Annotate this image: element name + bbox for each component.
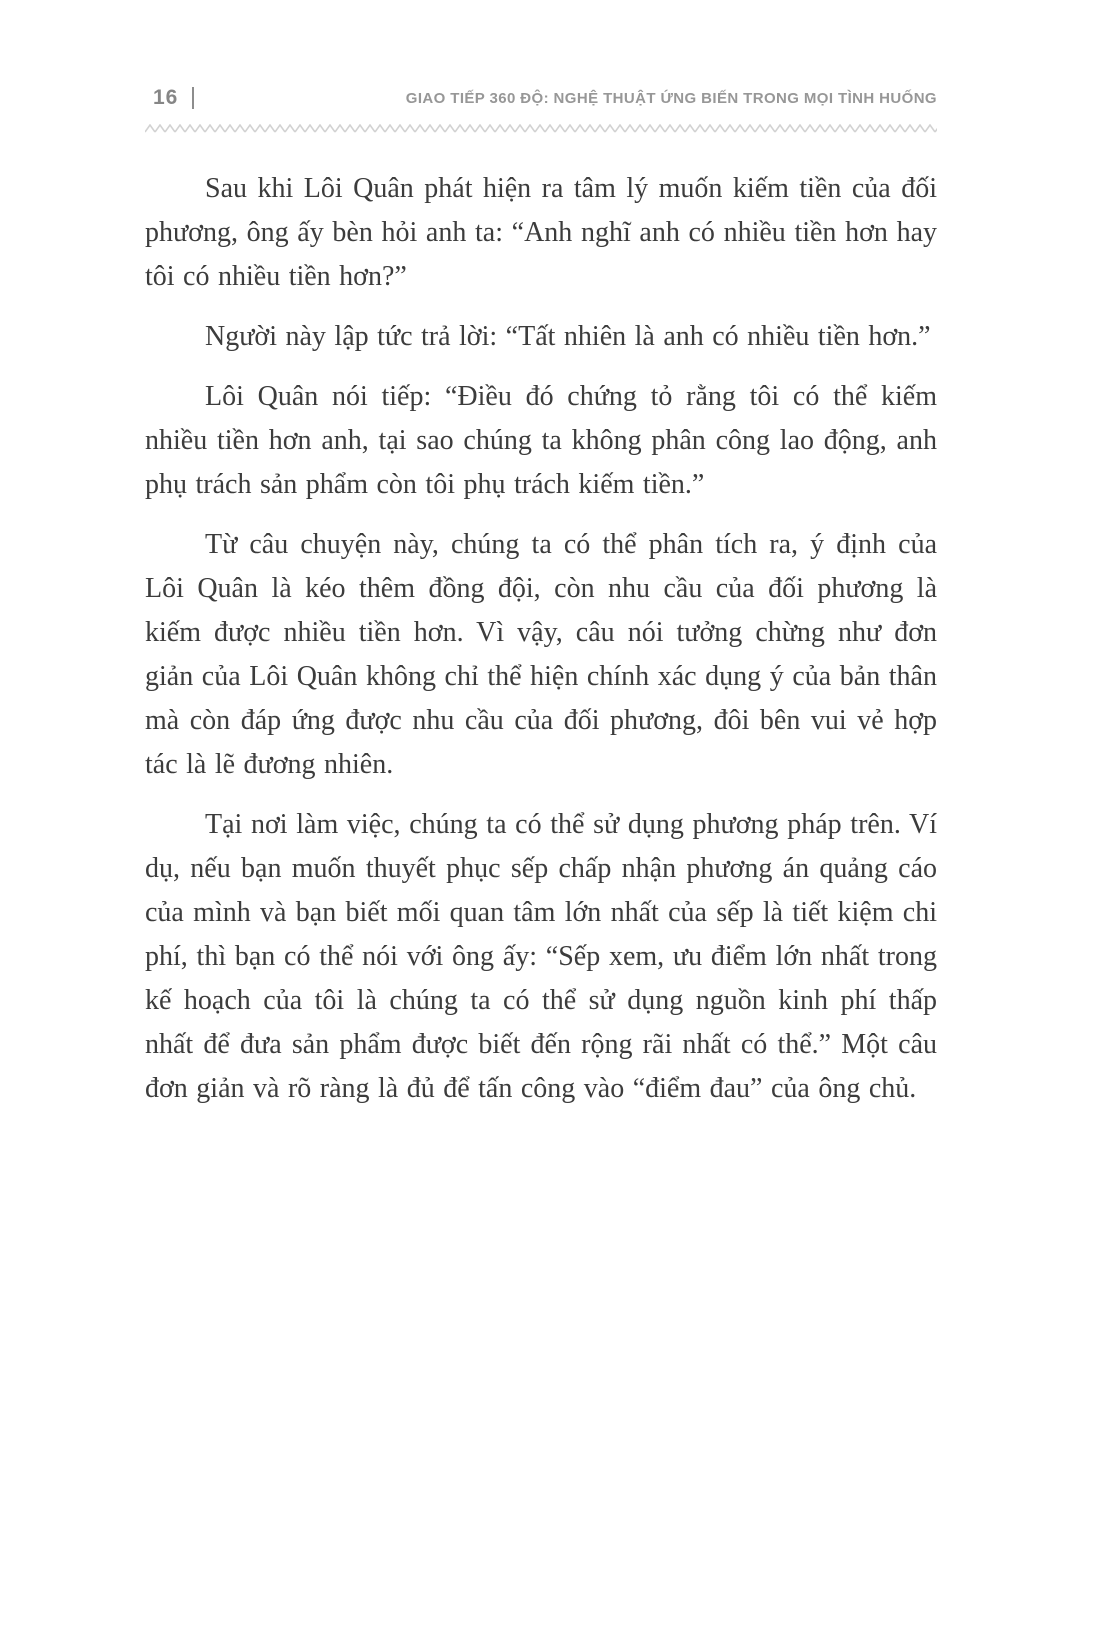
running-head: GIAO TIẾP 360 ĐỘ: NGHỆ THUẬT ỨNG BIẾN TRONG MỌI TÌNH HUỐNG — [405, 89, 937, 107]
page-number-divider — [192, 87, 194, 109]
paragraph: Tại nơi làm việc, chúng ta có thể sử dụng phương pháp trên. Ví dụ, nếu bạn muốn thuyết phục sếp chấp nhận phương án quảng cáo của mình và bạn biết mối quan tâm lớn nhất của sếp là tiết kiệm chi phí, thì bạn có thể nói với ông ấy: “Sếp xem, ưu điểm lớn nhất trong kế hoạch của tôi là chúng ta có thể sử dụng nguồn kinh phí thấp nhất để đưa sản phẩm được biết đến rộng rãi nhất có thể.” Một câu đơn giản và rõ ràng là đủ để tấn công vào “điểm đau” của ông chủ. — [145, 809, 937, 1104]
paragraph: Sau khi Lôi Quân phát hiện ra tâm lý muốn kiếm tiền của đối phương, ông ấy bèn hỏi anh ta: “Anh nghĩ anh có nhiều tiền hơn hay tôi có nhiều tiền hơn?” — [145, 173, 937, 292]
page-body — [145, 167, 937, 1111]
perforation-divider-icon — [145, 124, 937, 133]
paragraph: Lôi Quân nói tiếp: “Điều đó chứng tỏ rằng tôi có thể kiếm nhiều tiền hơn anh, tại sao chúng ta không phân công lao động, anh phụ trách sản phẩm còn tôi phụ trách kiếm tiền.” — [145, 381, 937, 500]
paragraph: Từ câu chuyện này, chúng ta có thể phân tích ra, ý định của Lôi Quân là kéo thêm đồng đội, còn nhu cầu của đối phương là kiếm được nhiều tiền hơn. Vì vậy, câu nói tưởng chừng như đơn giản của Lôi Quân không chỉ thể hiện chính xác dụng ý của bản thân mà còn đáp ứng được nhu cầu của đối phương, đôi bên vui vẻ hợp tác là lẽ đương nhiên. — [145, 529, 937, 780]
page-header — [153, 86, 937, 110]
paragraph: Người này lập tức trả lời: “Tất nhiên là anh có nhiều tiền hơn.” — [205, 321, 931, 352]
page-number: 16 — [153, 86, 179, 109]
